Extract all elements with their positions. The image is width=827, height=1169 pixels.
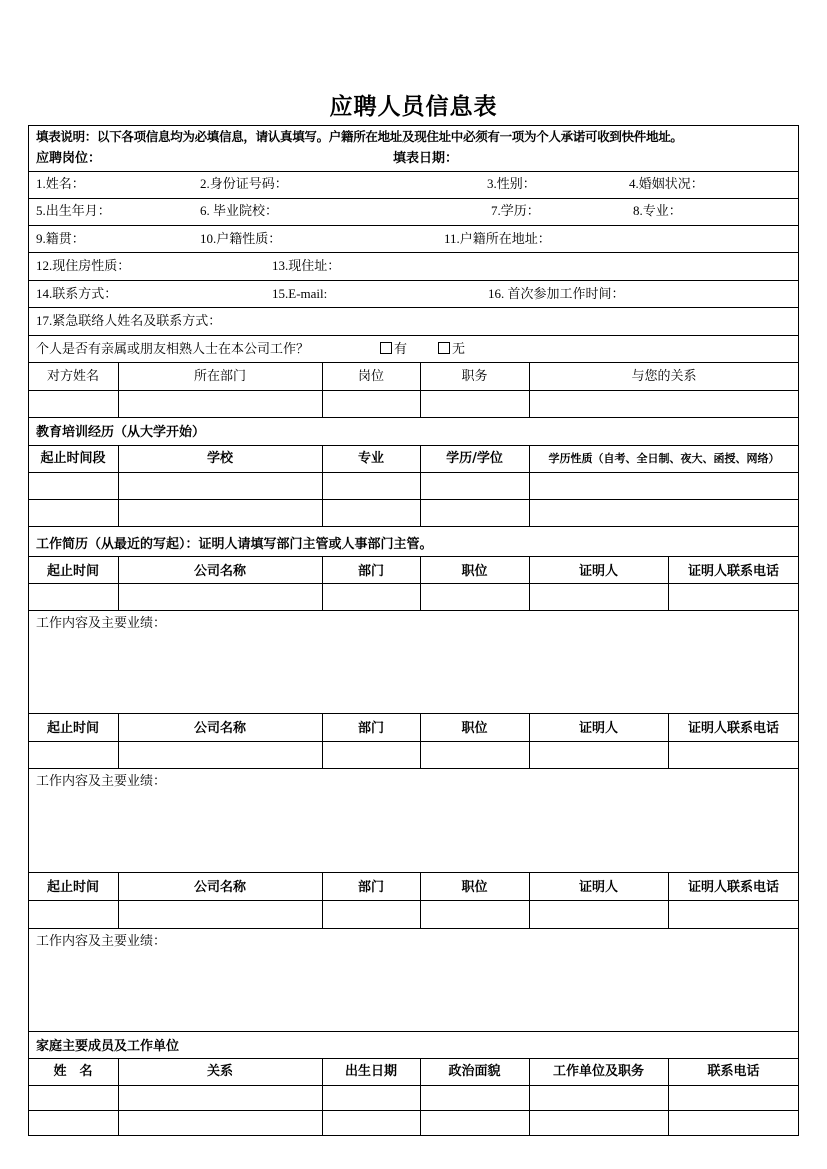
- position-field[interactable]: 应聘岗位：: [36, 151, 102, 166]
- page-title: 应聘人员信息表: [329, 94, 498, 120]
- col-header: 职位: [461, 880, 488, 895]
- col-header: 学历性质（自考、全日制、夜大、函授、网络）: [548, 452, 780, 465]
- col-header: 对方姓名: [46, 368, 99, 383]
- col-header: 工作单位及职务: [552, 1064, 644, 1079]
- native-place-field[interactable]: 9.籍贯：: [36, 231, 85, 246]
- col-header: 学校: [206, 451, 233, 466]
- option-no[interactable]: [438, 341, 465, 357]
- marital-status-field[interactable]: 4.婚姻状况：: [629, 176, 704, 191]
- emergency-contact-field[interactable]: 17.紧急联络人姓名及联系方式：: [36, 313, 222, 328]
- checkbox-no[interactable]: [438, 342, 450, 354]
- col-header: 部门: [357, 880, 384, 895]
- col-header: 证明人联系电话: [687, 564, 779, 579]
- contact-field[interactable]: 14.联系方式：: [36, 286, 118, 301]
- work-content-field[interactable]: 工作内容及主要业绩：: [36, 773, 167, 788]
- option-yes-label: 有: [394, 341, 408, 356]
- current-address-field[interactable]: 13.现住址：: [272, 258, 341, 273]
- col-header: 关系: [206, 1064, 233, 1079]
- degree-field[interactable]: 7.学历：: [491, 203, 540, 218]
- col-header: 与您的关系: [631, 368, 697, 383]
- col-header: 起止时间: [46, 721, 99, 736]
- col-header: 起止时间: [46, 880, 99, 895]
- col-header: 政治面貌: [448, 1064, 501, 1079]
- housing-type-field[interactable]: 12.现住房性质：: [36, 258, 131, 273]
- col-header: 证明人联系电话: [687, 721, 779, 736]
- first-work-date-field[interactable]: 16. 首次参加工作时间：: [488, 286, 625, 301]
- household-type-field[interactable]: 10.户籍性质：: [200, 231, 282, 246]
- birth-date-field[interactable]: 5.出生年月：: [36, 203, 111, 218]
- name-field[interactable]: 1.姓名：: [36, 176, 85, 191]
- col-header: 联系电话: [707, 1064, 760, 1079]
- relatives-question: 个人是否有亲属或朋友相熟人士在本公司工作？: [36, 341, 310, 356]
- gender-field[interactable]: 3.性别：: [487, 176, 536, 191]
- education-section-title: 教育培训经历（从大学开始）: [36, 425, 206, 440]
- col-header: 证明人: [578, 721, 618, 736]
- col-header: 岗位: [357, 368, 384, 383]
- col-header: 姓 名: [53, 1064, 93, 1079]
- option-no-label: 无: [452, 341, 466, 356]
- col-header: 证明人联系电话: [687, 880, 779, 895]
- col-header: 职位: [461, 721, 488, 736]
- col-header: 证明人: [578, 564, 618, 579]
- col-header: 出生日期: [344, 1064, 397, 1079]
- work-content-field[interactable]: 工作内容及主要业绩：: [36, 933, 167, 948]
- family-section-title: 家庭主要成员及工作单位: [36, 1039, 180, 1054]
- col-header: 职位: [461, 564, 488, 579]
- col-header: 起止时间: [46, 564, 99, 579]
- option-yes[interactable]: [380, 341, 407, 357]
- fill-date-field[interactable]: 填表日期：: [393, 151, 459, 166]
- id-number-field[interactable]: 2.身份证号码：: [200, 176, 288, 191]
- major-field[interactable]: 8.专业：: [633, 203, 682, 218]
- school-field[interactable]: 6. 毕业院校：: [200, 203, 279, 218]
- col-header: 职务: [461, 368, 488, 383]
- household-address-field[interactable]: 11.户籍所在地址：: [444, 231, 551, 246]
- col-header: 公司名称: [193, 880, 246, 895]
- work-section-title: 工作简历（从最近的写起）：证明人请填写部门主管或人事部门主管。: [36, 537, 433, 552]
- col-header: 公司名称: [193, 721, 246, 736]
- checkbox-yes[interactable]: [380, 342, 392, 354]
- col-header: 部门: [357, 564, 384, 579]
- work-content-field[interactable]: 工作内容及主要业绩：: [36, 615, 167, 630]
- email-field[interactable]: 15.E-mail:: [272, 286, 328, 301]
- col-header: 起止时间段: [40, 451, 106, 466]
- col-header: 专业: [357, 451, 384, 466]
- col-header: 部门: [357, 721, 384, 736]
- col-header: 证明人: [578, 880, 618, 895]
- col-header: 公司名称: [193, 564, 246, 579]
- instructions: 填表说明：以下各项信息均为必填信息，请认真填写。户籍所在地址及现住址中必须有一项为个人承诺可收到快件地址。: [36, 129, 683, 144]
- col-header: 学历/学位: [446, 451, 503, 466]
- col-header: 所在部门: [193, 368, 246, 383]
